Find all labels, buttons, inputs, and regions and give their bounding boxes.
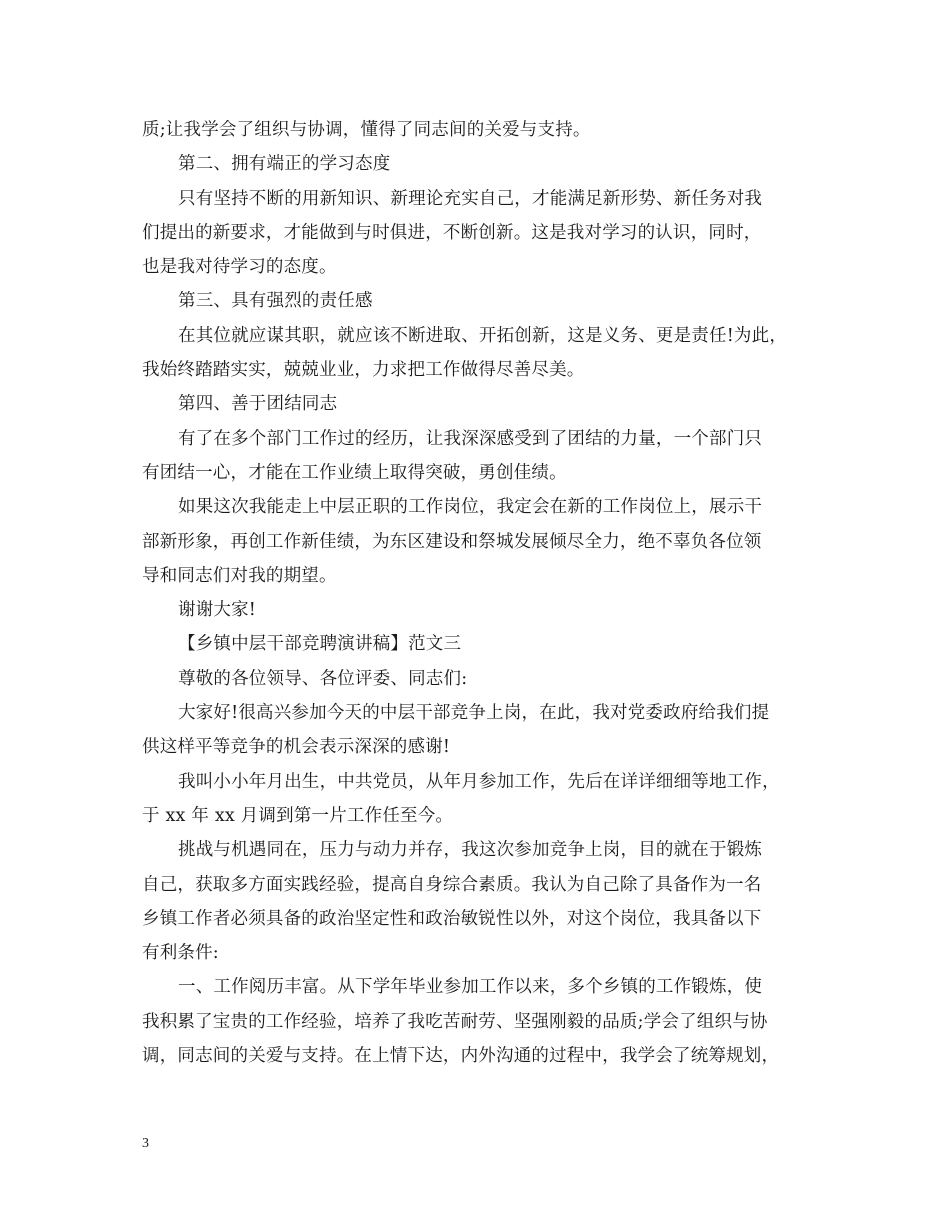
- text-line: 挑战与机遇同在，压力与动力并存，我这次参加竞争上岗，目的就在于锻炼: [178, 840, 763, 861]
- text-line: 质;让我学会了组织与协调，懂得了同志间的关爱与支持。: [142, 120, 591, 140]
- text-line: 调，同志间的关爱与支持。在上情下达，内外沟通的过程中，我学会了统筹规划，: [142, 1046, 780, 1067]
- text-line: 也是我对待学习的态度。: [142, 257, 337, 278]
- text-line: 第二、拥有端正的学习态度: [178, 154, 391, 175]
- text-line: 供这样平等竞争的机会表示深深的感谢!: [142, 737, 451, 758]
- text-line: 有利条件:: [142, 943, 219, 964]
- text-line: 部新形象，再创工作新佳绩，为东区建设和祭城发展倾尽全力，绝不辜负各位领: [142, 531, 762, 552]
- text-line: 我积累了宝贵的工作经验，培养了我吃苦耐劳、坚强刚毅的品质;学会了组织与协: [142, 1011, 768, 1032]
- text-line: 在其位就应谋其职，就应该不断进取、开拓创新，这是义务、更是责任!为此，: [178, 325, 788, 346]
- text-line: 谢谢大家!: [178, 600, 257, 621]
- text-line: 导和同志们对我的期望。: [142, 565, 337, 586]
- text-line: 【乡镇中层干部竞聘演讲稿】范文三: [178, 634, 462, 655]
- text-line: 乡镇工作者必须具备的政治坚定性和政治敏锐性以外，对这个岗位，我具备以下: [142, 908, 762, 929]
- text-line: 们提出的新要求，才能做到与时俱进，不断创新。这是我对学习的认识，同时，: [142, 222, 762, 243]
- text-line: 第三、具有强烈的责任感: [178, 291, 373, 312]
- text-line: 自己，获取多方面实践经验，提高自身综合素质。我认为自己除了具备作为一名: [142, 874, 762, 895]
- page-number: 3: [142, 1136, 149, 1151]
- text-line: 于 xx 年 xx 月调到第一片工作任至今。: [142, 805, 454, 826]
- text-line: 第四、善于团结同志: [178, 394, 338, 415]
- text-line: 如果这次我能走上中层正职的工作岗位，我定会在新的工作岗位上，展示干: [178, 497, 763, 518]
- text-line: 尊敬的各位领导、各位评委、同志们:: [178, 668, 468, 689]
- text-line: 一、工作阅历丰富。从下学年毕业参加工作以来，多个乡镇的工作锻炼，使: [178, 977, 763, 998]
- document-body: [142, 113, 832, 1073]
- text-line: 只有坚持不断的用新知识、新理论充实自己，才能满足新形势、新任务对我: [178, 188, 763, 209]
- text-line: 大家好!很高兴参加今天的中层干部竞争上岗，在此，我对党委政府给我们提: [178, 703, 770, 724]
- text-line: 我始终踏踏实实，兢兢业业，力求把工作做得尽善尽美。: [142, 360, 585, 381]
- text-line: 有团结一心，才能在工作业绩上取得突破，勇创佳绩。: [142, 462, 567, 483]
- text-line: 我叫小小年月出生，中共党员，从年月参加工作，先后在详详细细等地工作，: [178, 771, 780, 792]
- text-line: 有了在多个部门工作过的经历，让我深深感受到了团结的力量，一个部门只: [178, 428, 763, 449]
